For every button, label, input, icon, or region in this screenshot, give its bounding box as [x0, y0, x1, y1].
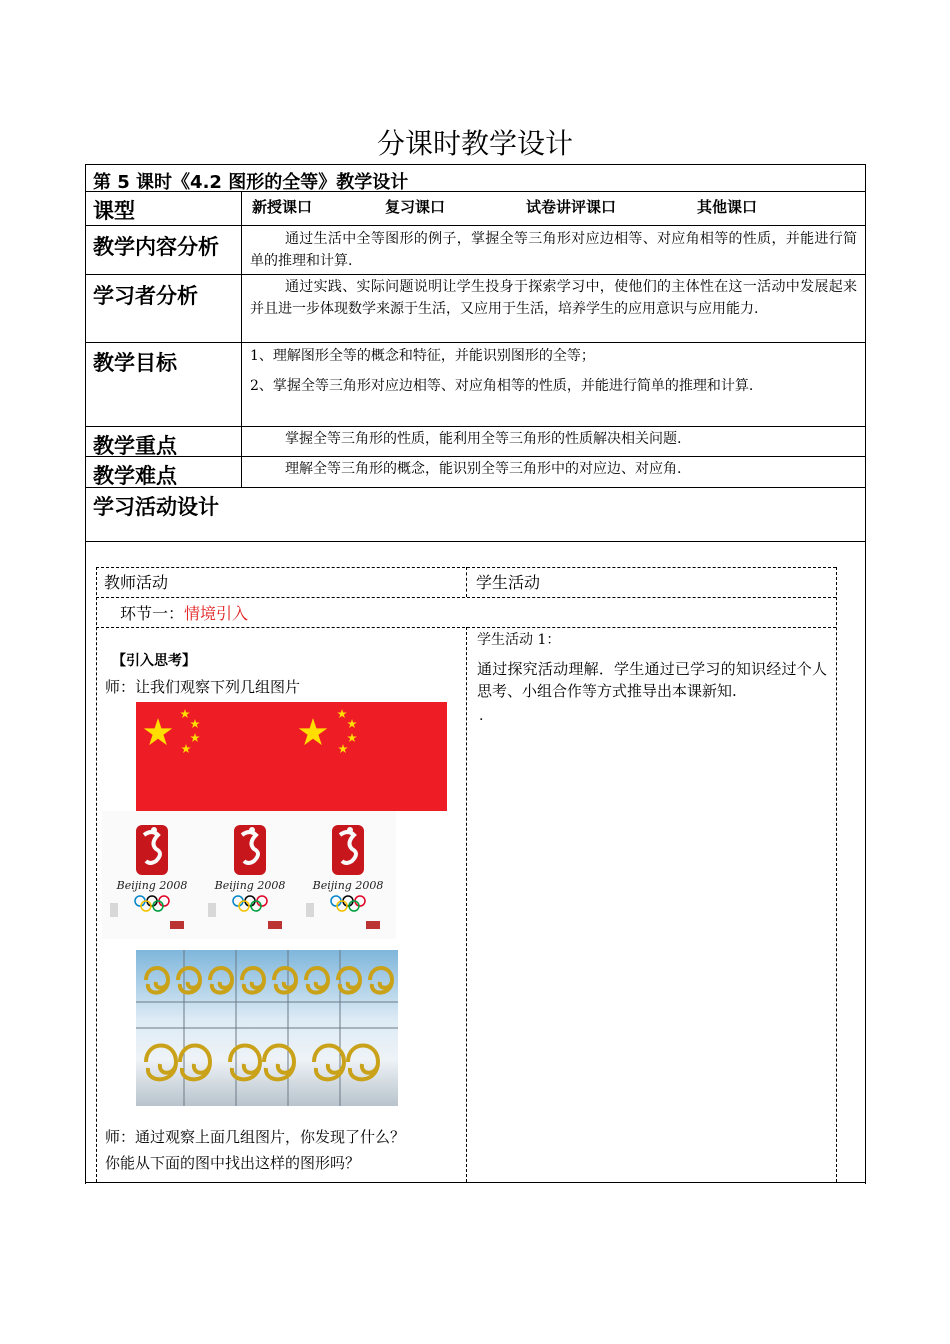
emblem-1	[102, 811, 200, 939]
inner-row-divider	[96, 597, 836, 598]
row-divider	[85, 274, 866, 275]
learner-analysis-text: 通过实践、实际问题说明让学生投身于探索学习中，使他们的主体性在这一活动中发展起来并且进一步体现数学来源于生活，又应用于生活，培养学生的应用意识与应用能力.	[250, 279, 857, 317]
emblem-1-text: Beijing 2008	[116, 879, 188, 892]
emblem-3	[298, 811, 396, 939]
lesson-title: 第 5 课时《4.2 图形的全等》教学设计	[93, 172, 409, 193]
key-points-text: 掌握全等三角形的性质，能利用全等三角形的性质解决相关问题.	[285, 431, 682, 447]
inner-table-right	[836, 567, 837, 1182]
page-title: 分课时教学设计	[376, 127, 573, 160]
row-divider	[85, 426, 866, 427]
emblem-2	[200, 811, 298, 939]
row-divider	[85, 487, 866, 488]
emblem-3-text: Beijing 2008	[312, 879, 384, 892]
table-border-right	[865, 164, 866, 1184]
teacher-activity-header: 教师活动	[104, 573, 169, 592]
teacher-instruction-1: 师：让我们观察下列几组图片	[105, 678, 301, 696]
objective-item-2: 2、掌握全等三角形对应边相等、对应角相等的性质，并能进行简单的推理和计算.	[250, 378, 754, 394]
row-divider	[85, 225, 866, 226]
type-option-new: 新授课口	[252, 198, 313, 216]
objective-item-1: 1、理解图形全等的概念和特征，并能识别图形的全等；	[250, 348, 595, 364]
student-activity-dot: .	[479, 708, 484, 724]
type-option-review: 复习课口	[385, 198, 446, 216]
intro-thinking-tag: 【引入思考】	[112, 653, 196, 669]
table-border-top	[85, 164, 866, 165]
student-activity-header: 学生活动	[476, 573, 541, 592]
difficulties-text: 理解全等三角形的概念，能识别全等三角形中的对应边、对应角.	[285, 461, 682, 477]
inner-column-divider	[466, 567, 467, 597]
stage-prefix: 环节一：	[120, 604, 185, 623]
beijing-2008-emblems-image	[102, 811, 396, 939]
emblem-2-text: Beijing 2008	[214, 879, 286, 892]
table-border-bottom	[85, 1182, 866, 1183]
row-label-difficulties: 教学难点	[93, 464, 177, 488]
type-option-other: 其他课口	[697, 198, 758, 216]
row-divider	[85, 342, 866, 343]
row-label-activity-design: 学习活动设计	[93, 495, 219, 519]
student-activity-title: 学生活动 1：	[477, 632, 561, 648]
row-divider	[85, 541, 866, 542]
student-activity-text: 通过探究活动理解．学生通过已学习的知识经过个人思考、小组合作等方式推导出本课新知.	[477, 660, 827, 700]
type-option-exam: 试卷讲评课口	[526, 198, 617, 216]
table-border-left	[85, 164, 86, 1184]
inner-column-divider	[466, 627, 467, 1182]
row-label-content-analysis: 教学内容分析	[93, 235, 219, 259]
stage-name: 情境引入	[184, 604, 249, 623]
row-divider	[85, 456, 866, 457]
teacher-instruction-3: 你能从下面的图中找出这样的图形吗？	[105, 1154, 361, 1172]
row-label-key-points: 教学重点	[93, 434, 177, 458]
row-label-objectives: 教学目标	[93, 351, 177, 375]
row-label-learner-analysis: 学习者分析	[93, 284, 198, 308]
teacher-instruction-2: 师：通过观察上面几组图片，你发现了什么？	[105, 1128, 406, 1146]
flag-red-field	[136, 702, 447, 811]
inner-table-left	[96, 567, 97, 1182]
gold-pattern-image	[136, 950, 398, 1106]
column-divider	[241, 191, 242, 487]
row-label-type: 课型	[93, 199, 135, 223]
content-analysis-text: 通过生活中全等图形的例子，掌握全等三角形对应边相等、对应角相等的性质，并能进行简单的推理和计算.	[250, 231, 857, 269]
stage-label	[120, 601, 248, 624]
china-flags-image	[136, 702, 447, 811]
